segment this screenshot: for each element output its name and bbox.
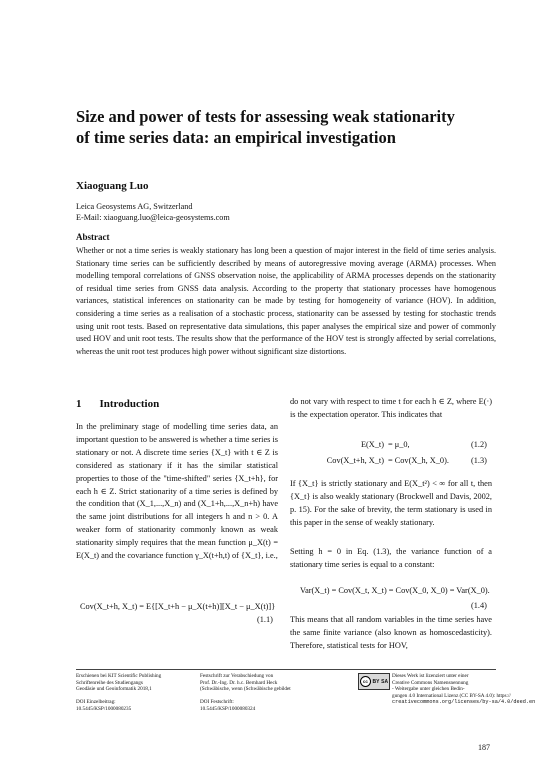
section-number: 1 bbox=[76, 398, 82, 410]
equation-1-2-rhs: = μ_0, bbox=[388, 440, 410, 449]
right-paragraph-1: do not vary with respect to time t for each h ∈ Z, where E(·) is the expectation operator. This indicates that bbox=[290, 397, 492, 419]
footer-license bbox=[392, 673, 535, 706]
sa-label: SA bbox=[381, 678, 389, 685]
intro-paragraph-1: In the preliminary stage of modelling time series data, an important question to be answered is whether a time series is stationary or not. A discrete time series {X_t} with t ∈ Z is considered as stationary if it has the similar statistical properties to those of the "time-shifted" series {X_t+h}, for each h ∈ Z. Strict stationarity of a time series is defined by the condition that (X_1,...,X_n) and (X_1+h,...,X_n+h) have the same joint distributions for all integers h and n > 0. A weaker form of stationarity commonly known as weak stationarity simply requires that the mean function μ_X(t) = E(X_t) and the covariance function γ_X(t+h,t) of {X_t}, i.e., bbox=[76, 422, 278, 561]
right-paragraph-3: Setting h = 0 in Eq. (1.3), the variance function of a stationary time series is equal to a constant: bbox=[290, 547, 492, 569]
equation-1-2-number: (1.2) bbox=[471, 440, 487, 449]
affiliation-line: Leica Geosystems AG, Switzerland bbox=[76, 202, 193, 211]
equation-1-3-lhs: Cov(X_t+h, X_t) bbox=[326, 456, 384, 465]
equation-1-3-number: (1.3) bbox=[471, 456, 487, 465]
footer-line: DOI Einzelbeitrag: bbox=[76, 699, 116, 706]
equation-1-3-rhs: = Cov(X_h, X_0). bbox=[388, 456, 449, 465]
footer-line: Festschrift zur Verabschiedung von bbox=[200, 673, 274, 679]
footer-line: Dieses Werk ist lizenziert unter einer bbox=[392, 673, 469, 679]
author-name: Xiaoguang Luo bbox=[76, 180, 149, 192]
footer-line: Erschienen bei KIT Scientific Publishing bbox=[76, 673, 162, 679]
equation-1-4: Var(X_t) = Cov(X_t, X_t) = Cov(X_0, X_0) = Var(X_0). bbox=[300, 586, 490, 595]
footer-line: Creative Commons Namensnennung bbox=[392, 679, 469, 686]
footer-line: - Weitergabe unter gleichen Bedin- bbox=[392, 686, 465, 693]
by-label: BY bbox=[372, 678, 380, 685]
cc-by-sa-license-icon[interactable] bbox=[358, 673, 390, 690]
footer-line: Schriftenreihe des Studiengangs bbox=[76, 679, 143, 686]
footer-license-link[interactable]: creativecommons.org/licenses/by-sa/4.0/deed.en bbox=[392, 699, 536, 706]
section-title: Introduction bbox=[99, 398, 160, 410]
page-number: 187 bbox=[478, 743, 490, 752]
footer-rule bbox=[76, 669, 496, 670]
author-affiliation bbox=[76, 201, 230, 223]
title-line-2: of time series data: an empirical investigation bbox=[76, 128, 396, 147]
footer-doi-link[interactable]: 10.5445/KSP/1000080324 bbox=[200, 705, 256, 712]
footer-line bbox=[76, 693, 161, 700]
equation-1-4-number: (1.4) bbox=[471, 601, 487, 610]
section-heading bbox=[76, 398, 159, 410]
footer-line: DOI Festschrift: bbox=[200, 699, 234, 706]
equation-1-2-lhs: E(X_t) bbox=[360, 440, 384, 449]
footer-publisher bbox=[76, 673, 161, 713]
footer-line: gungen 4.0 International Lizenz (CC BY-SA 4.0): https:// bbox=[392, 692, 511, 699]
email-line: E-Mail: xiaoguang.luo@leica-geosystems.com bbox=[76, 213, 230, 222]
footer-festschrift bbox=[200, 673, 291, 713]
footer-line: (Schwäbische, wenn (Schwäbische gebildet bbox=[200, 686, 291, 693]
footer-doi-link[interactable]: 10.5445/KSP/1000080235 bbox=[76, 705, 132, 712]
title-line-1: Size and power of tests for assessing weak stationarity bbox=[76, 107, 455, 126]
cc-icon: cc bbox=[360, 676, 371, 687]
footer-line: Geodäsie und Geoinformatik 2018,1 bbox=[76, 686, 152, 693]
right-paragraph-4: This means that all random variables in the time series have the same finite variance (also known as homoscedasticity). Therefore, statistical tests for HOV, bbox=[290, 615, 492, 650]
abstract-text: Whether or not a time series is weakly stationary has long been a question of major interest in the field of time series analysis. Stationary time series can be sufficiently described by means of autoregressive moving average (ARMA) processes. When modelling temporal correlations of GNSS observation noise, the applicability of ARMA processes depends on the stationarity of residual time series from GNSS data analysis. According to the property that stationary processes have homogenous variances, statistical inferences on stationarity can be made by testing for homogeneity of variance (HOV). In addition, considering a time series as a realisation of a stochastic process, stationarity can be assessed by testing for stochastic trends using unit root tests. Based on representative data simulations, this paper analyses the empirical size and power of commonly used HOV and unit root tests. The results show that the performance of the HOV test is strongly affected by serial correlations, whereas the unit root test produces high power without significant size distortions. bbox=[76, 246, 496, 356]
footer-line: Prof. Dr.-Ing. Dr. h.c. Bernhard Heck bbox=[200, 679, 278, 686]
abstract-heading: Abstract bbox=[76, 232, 110, 242]
paper-title bbox=[76, 106, 496, 148]
equation-1-1-number: (1.1) bbox=[257, 615, 273, 624]
right-paragraph-2: If {X_t} is strictly stationary and E(X_t²) < ∞ for all t, then {X_t} is also weakly stationary (Brockwell and Davis, 2002, p. 15). For the sake of brevity, the term stationary is used in this paper in the sense of weakly stationary. bbox=[290, 479, 492, 527]
equation-1-1: Cov(X_t+h, X_t) = E{[X_t+h − μ_X(t+h)][X_t − μ_X(t)]} bbox=[80, 602, 276, 611]
